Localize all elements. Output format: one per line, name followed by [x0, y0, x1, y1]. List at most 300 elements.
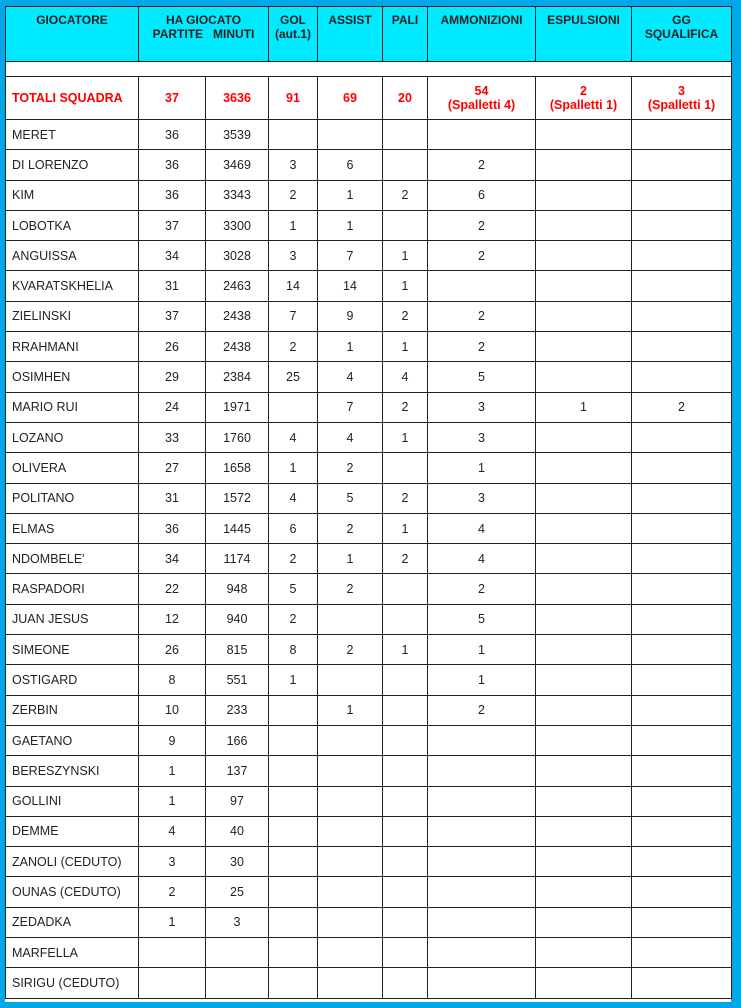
table-row [6, 301, 732, 331]
squalifica-cell [632, 725, 732, 755]
partite-cell: 9 [139, 725, 206, 755]
espulsioni-cell [536, 725, 632, 755]
minuti-cell: 166 [206, 725, 269, 755]
assist-cell: 1 [318, 544, 383, 574]
player-name: KIM [6, 180, 139, 210]
espulsioni-cell [536, 756, 632, 786]
espulsioni-cell: 1 [536, 392, 632, 422]
totals-gol: 91 [269, 77, 318, 120]
squalifica-cell [632, 301, 732, 331]
gol-cell: 14 [269, 271, 318, 301]
pali-cell [383, 604, 428, 634]
partite-cell: 26 [139, 635, 206, 665]
gol-cell [269, 907, 318, 937]
minuti-cell: 1760 [206, 422, 269, 452]
totals-assist: 69 [318, 77, 383, 120]
partite-cell: 1 [139, 756, 206, 786]
minuti-cell: 30 [206, 847, 269, 877]
squalifica-cell [632, 604, 732, 634]
player-name: MERET [6, 120, 139, 150]
espulsioni-cell [536, 210, 632, 240]
totals-label: TOTALI SQUADRA [6, 77, 139, 120]
squalifica-cell [632, 877, 732, 907]
player-name: SIMEONE [6, 635, 139, 665]
pali-cell [383, 968, 428, 998]
ammonizioni-cell: 2 [428, 241, 536, 271]
espulsioni-cell [536, 907, 632, 937]
squalifica-cell [632, 574, 732, 604]
minuti-cell: 815 [206, 635, 269, 665]
minuti-cell: 948 [206, 574, 269, 604]
squalifica-cell [632, 635, 732, 665]
ammonizioni-cell: 1 [428, 453, 536, 483]
table-row [6, 120, 732, 150]
assist-cell [318, 907, 383, 937]
table-row [6, 695, 732, 725]
player-name: OSIMHEN [6, 362, 139, 392]
minuti-cell: 137 [206, 756, 269, 786]
gol-cell [269, 786, 318, 816]
player-name: OLIVERA [6, 453, 139, 483]
gol-cell [269, 120, 318, 150]
pali-cell [383, 786, 428, 816]
assist-cell [318, 756, 383, 786]
espulsioni-cell [536, 968, 632, 998]
minuti-cell: 3 [206, 907, 269, 937]
minuti-cell: 25 [206, 877, 269, 907]
gol-cell: 1 [269, 453, 318, 483]
gol-cell: 8 [269, 635, 318, 665]
gol-cell [269, 392, 318, 422]
ammonizioni-cell [428, 877, 536, 907]
ammonizioni-cell: 2 [428, 332, 536, 362]
assist-cell: 5 [318, 483, 383, 513]
table-row [6, 665, 732, 695]
espulsioni-cell [536, 332, 632, 362]
table-row [6, 604, 732, 634]
player-name: OUNAS (CEDUTO) [6, 877, 139, 907]
assist-cell: 7 [318, 241, 383, 271]
squalifica-cell [632, 422, 732, 452]
minuti-cell: 3469 [206, 150, 269, 180]
player-name: KVARATSKHELIA [6, 271, 139, 301]
gol-cell: 25 [269, 362, 318, 392]
minuti-cell: 1174 [206, 544, 269, 574]
table-row [6, 150, 732, 180]
gol-cell: 2 [269, 332, 318, 362]
table-row [6, 938, 732, 968]
ammonizioni-cell [428, 907, 536, 937]
partite-cell: 36 [139, 150, 206, 180]
gol-cell: 7 [269, 301, 318, 331]
squalifica-cell [632, 938, 732, 968]
espulsioni-cell [536, 938, 632, 968]
espulsioni-cell [536, 271, 632, 301]
ammonizioni-cell: 4 [428, 544, 536, 574]
squalifica-cell [632, 756, 732, 786]
assist-cell: 1 [318, 210, 383, 240]
espulsioni-cell [536, 544, 632, 574]
espulsioni-cell [536, 301, 632, 331]
assist-cell [318, 786, 383, 816]
totals-gg: 3 (Spalletti 1) [632, 77, 732, 120]
squalifica-cell [632, 332, 732, 362]
player-name: JUAN JESUS [6, 604, 139, 634]
header-gol: GOL (aut.1) [269, 7, 318, 62]
minuti-cell: 551 [206, 665, 269, 695]
pali-cell: 1 [383, 422, 428, 452]
ammonizioni-cell: 5 [428, 604, 536, 634]
pali-cell [383, 725, 428, 755]
minuti-cell: 1971 [206, 392, 269, 422]
table-row [6, 422, 732, 452]
table-row [6, 574, 732, 604]
ammonizioni-cell: 3 [428, 392, 536, 422]
squalifica-cell [632, 847, 732, 877]
squalifica-cell: 2 [632, 392, 732, 422]
player-name: ZERBIN [6, 695, 139, 725]
assist-cell: 1 [318, 332, 383, 362]
espulsioni-cell [536, 180, 632, 210]
player-name: RASPADORI [6, 574, 139, 604]
espulsioni-cell [536, 816, 632, 846]
ammonizioni-cell: 3 [428, 422, 536, 452]
minuti-cell: 1445 [206, 513, 269, 543]
assist-cell [318, 938, 383, 968]
player-name: DI LORENZO [6, 150, 139, 180]
partite-cell: 24 [139, 392, 206, 422]
squalifica-cell [632, 180, 732, 210]
pali-cell: 2 [383, 180, 428, 210]
player-name: GAETANO [6, 725, 139, 755]
gol-cell [269, 756, 318, 786]
pali-cell: 2 [383, 544, 428, 574]
player-name: POLITANO [6, 483, 139, 513]
player-stats-table [5, 6, 732, 999]
squalifica-cell [632, 210, 732, 240]
pali-cell: 4 [383, 362, 428, 392]
minuti-cell [206, 968, 269, 998]
partite-cell: 8 [139, 665, 206, 695]
minuti-cell: 3300 [206, 210, 269, 240]
partite-cell: 36 [139, 180, 206, 210]
player-name: ZEDADKA [6, 907, 139, 937]
partite-cell: 27 [139, 453, 206, 483]
ammonizioni-cell: 1 [428, 665, 536, 695]
header-pali: PALI [383, 7, 428, 62]
pali-cell [383, 877, 428, 907]
player-name: ZANOLI (CEDUTO) [6, 847, 139, 877]
partite-cell: 31 [139, 271, 206, 301]
totals-row [6, 77, 732, 120]
espulsioni-cell [536, 847, 632, 877]
gol-cell [269, 725, 318, 755]
table-row [6, 544, 732, 574]
assist-cell: 2 [318, 574, 383, 604]
pali-cell [383, 120, 428, 150]
espulsioni-cell [536, 453, 632, 483]
espulsioni-cell [536, 362, 632, 392]
table-row [6, 635, 732, 665]
partite-cell: 26 [139, 332, 206, 362]
squalifica-cell [632, 695, 732, 725]
table-row [6, 907, 732, 937]
partite-cell: 36 [139, 120, 206, 150]
partite-cell: 33 [139, 422, 206, 452]
ammonizioni-cell: 1 [428, 635, 536, 665]
player-name: MARFELLA [6, 938, 139, 968]
minuti-cell: 97 [206, 786, 269, 816]
pali-cell [383, 150, 428, 180]
ammonizioni-cell [428, 786, 536, 816]
header-row [6, 7, 732, 62]
ammonizioni-cell: 6 [428, 180, 536, 210]
totals-minuti: 3636 [206, 77, 269, 120]
table-row [6, 392, 732, 422]
assist-cell [318, 604, 383, 634]
header-assist: ASSIST [318, 7, 383, 62]
ammonizioni-cell: 4 [428, 513, 536, 543]
player-name: ZIELINSKI [6, 301, 139, 331]
player-name: SIRIGU (CEDUTO) [6, 968, 139, 998]
assist-cell [318, 968, 383, 998]
assist-cell [318, 725, 383, 755]
squalifica-cell [632, 150, 732, 180]
partite-cell: 2 [139, 877, 206, 907]
player-name: RRAHMANI [6, 332, 139, 362]
ammonizioni-cell [428, 816, 536, 846]
totals-ammonizioni: 54 (Spalletti 4) [428, 77, 536, 120]
ammonizioni-cell [428, 756, 536, 786]
minuti-cell: 2384 [206, 362, 269, 392]
pali-cell [383, 665, 428, 695]
minuti-cell: 2438 [206, 301, 269, 331]
player-name: ELMAS [6, 513, 139, 543]
pali-cell: 2 [383, 483, 428, 513]
gol-cell [269, 847, 318, 877]
pali-cell [383, 756, 428, 786]
minuti-cell: 940 [206, 604, 269, 634]
assist-cell: 9 [318, 301, 383, 331]
player-name: LOBOTKA [6, 210, 139, 240]
minuti-cell: 1572 [206, 483, 269, 513]
gol-cell: 1 [269, 210, 318, 240]
assist-cell: 4 [318, 362, 383, 392]
partite-cell: 34 [139, 241, 206, 271]
minuti-cell: 1658 [206, 453, 269, 483]
partite-cell: 37 [139, 210, 206, 240]
espulsioni-cell [536, 877, 632, 907]
gol-cell: 2 [269, 544, 318, 574]
pali-cell [383, 453, 428, 483]
pali-cell: 1 [383, 513, 428, 543]
partite-cell: 34 [139, 544, 206, 574]
gol-cell [269, 938, 318, 968]
header-ha-giocato: HA GIOCATO PARTITE MINUTI [139, 7, 269, 62]
pali-cell [383, 816, 428, 846]
squalifica-cell [632, 271, 732, 301]
partite-cell: 10 [139, 695, 206, 725]
minuti-cell: 3028 [206, 241, 269, 271]
spacer-row [6, 62, 732, 77]
minuti-cell [206, 938, 269, 968]
espulsioni-cell [536, 422, 632, 452]
gol-cell: 2 [269, 180, 318, 210]
table-row [6, 241, 732, 271]
squalifica-cell [632, 665, 732, 695]
gol-cell: 3 [269, 241, 318, 271]
minuti-cell: 3343 [206, 180, 269, 210]
pali-cell: 1 [383, 241, 428, 271]
espulsioni-cell [536, 513, 632, 543]
assist-cell: 7 [318, 392, 383, 422]
pali-cell: 1 [383, 635, 428, 665]
totals-partite: 37 [139, 77, 206, 120]
table-row [6, 210, 732, 240]
partite-cell: 31 [139, 483, 206, 513]
ammonizioni-cell: 2 [428, 150, 536, 180]
minuti-cell: 40 [206, 816, 269, 846]
table-row [6, 968, 732, 998]
squalifica-cell [632, 968, 732, 998]
pali-cell [383, 210, 428, 240]
squalifica-cell [632, 786, 732, 816]
pali-cell: 2 [383, 301, 428, 331]
table-row [6, 816, 732, 846]
squalifica-cell [632, 453, 732, 483]
assist-cell: 2 [318, 453, 383, 483]
player-name: ANGUISSA [6, 241, 139, 271]
pali-cell [383, 574, 428, 604]
table-row [6, 877, 732, 907]
table-row [6, 756, 732, 786]
stats-sheet [5, 6, 731, 1002]
gol-cell: 4 [269, 422, 318, 452]
minuti-cell: 3539 [206, 120, 269, 150]
ammonizioni-cell [428, 271, 536, 301]
gol-cell [269, 695, 318, 725]
table-row [6, 483, 732, 513]
gol-cell: 6 [269, 513, 318, 543]
assist-cell [318, 665, 383, 695]
partite-cell: 22 [139, 574, 206, 604]
pali-cell: 2 [383, 392, 428, 422]
partite-cell: 36 [139, 513, 206, 543]
espulsioni-cell [536, 604, 632, 634]
partite-cell [139, 938, 206, 968]
totals-pali: 20 [383, 77, 428, 120]
minuti-cell: 2438 [206, 332, 269, 362]
ammonizioni-cell [428, 968, 536, 998]
assist-cell: 1 [318, 180, 383, 210]
table-row [6, 725, 732, 755]
gol-cell: 2 [269, 604, 318, 634]
squalifica-cell [632, 544, 732, 574]
totals-espulsioni: 2 (Spalletti 1) [536, 77, 632, 120]
squalifica-cell [632, 362, 732, 392]
gol-cell: 3 [269, 150, 318, 180]
pali-cell [383, 695, 428, 725]
player-name: BERESZYNSKI [6, 756, 139, 786]
assist-cell [318, 847, 383, 877]
gol-cell [269, 816, 318, 846]
squalifica-cell [632, 907, 732, 937]
gol-cell [269, 877, 318, 907]
header-ammonizioni: AMMONIZIONI [428, 7, 536, 62]
espulsioni-cell [536, 241, 632, 271]
ammonizioni-cell [428, 847, 536, 877]
squalifica-cell [632, 120, 732, 150]
squalifica-cell [632, 483, 732, 513]
table-row [6, 362, 732, 392]
player-name: NDOMBELE' [6, 544, 139, 574]
partite-cell: 12 [139, 604, 206, 634]
table-row [6, 847, 732, 877]
ammonizioni-cell: 3 [428, 483, 536, 513]
gol-cell [269, 968, 318, 998]
header-giocatore: GIOCATORE [6, 7, 139, 62]
assist-cell: 6 [318, 150, 383, 180]
table-row [6, 180, 732, 210]
partite-cell: 1 [139, 907, 206, 937]
assist-cell [318, 120, 383, 150]
assist-cell: 4 [318, 422, 383, 452]
player-name: DEMME [6, 816, 139, 846]
squalifica-cell [632, 241, 732, 271]
espulsioni-cell [536, 120, 632, 150]
pali-cell [383, 847, 428, 877]
ammonizioni-cell [428, 725, 536, 755]
ammonizioni-cell: 5 [428, 362, 536, 392]
ammonizioni-cell: 2 [428, 301, 536, 331]
assist-cell: 2 [318, 635, 383, 665]
espulsioni-cell [536, 483, 632, 513]
player-name: OSTIGARD [6, 665, 139, 695]
ammonizioni-cell: 2 [428, 574, 536, 604]
assist-cell: 1 [318, 695, 383, 725]
assist-cell: 2 [318, 513, 383, 543]
pali-cell [383, 938, 428, 968]
table-row [6, 271, 732, 301]
squalifica-cell [632, 513, 732, 543]
espulsioni-cell [536, 665, 632, 695]
player-name: MARIO RUI [6, 392, 139, 422]
ammonizioni-cell [428, 938, 536, 968]
assist-cell [318, 816, 383, 846]
pali-cell: 1 [383, 332, 428, 362]
ammonizioni-cell [428, 120, 536, 150]
pali-cell: 1 [383, 271, 428, 301]
gol-cell: 1 [269, 665, 318, 695]
minuti-cell: 233 [206, 695, 269, 725]
table-row [6, 332, 732, 362]
espulsioni-cell [536, 786, 632, 816]
espulsioni-cell [536, 150, 632, 180]
ammonizioni-cell: 2 [428, 210, 536, 240]
partite-cell: 29 [139, 362, 206, 392]
header-espulsioni: ESPULSIONI [536, 7, 632, 62]
espulsioni-cell [536, 695, 632, 725]
pali-cell [383, 907, 428, 937]
partite-cell: 37 [139, 301, 206, 331]
minuti-cell: 2463 [206, 271, 269, 301]
table-row [6, 453, 732, 483]
gol-cell: 5 [269, 574, 318, 604]
header-gg-squalifica: GG SQUALIFICA [632, 7, 732, 62]
assist-cell [318, 877, 383, 907]
partite-cell: 3 [139, 847, 206, 877]
player-name: GOLLINI [6, 786, 139, 816]
